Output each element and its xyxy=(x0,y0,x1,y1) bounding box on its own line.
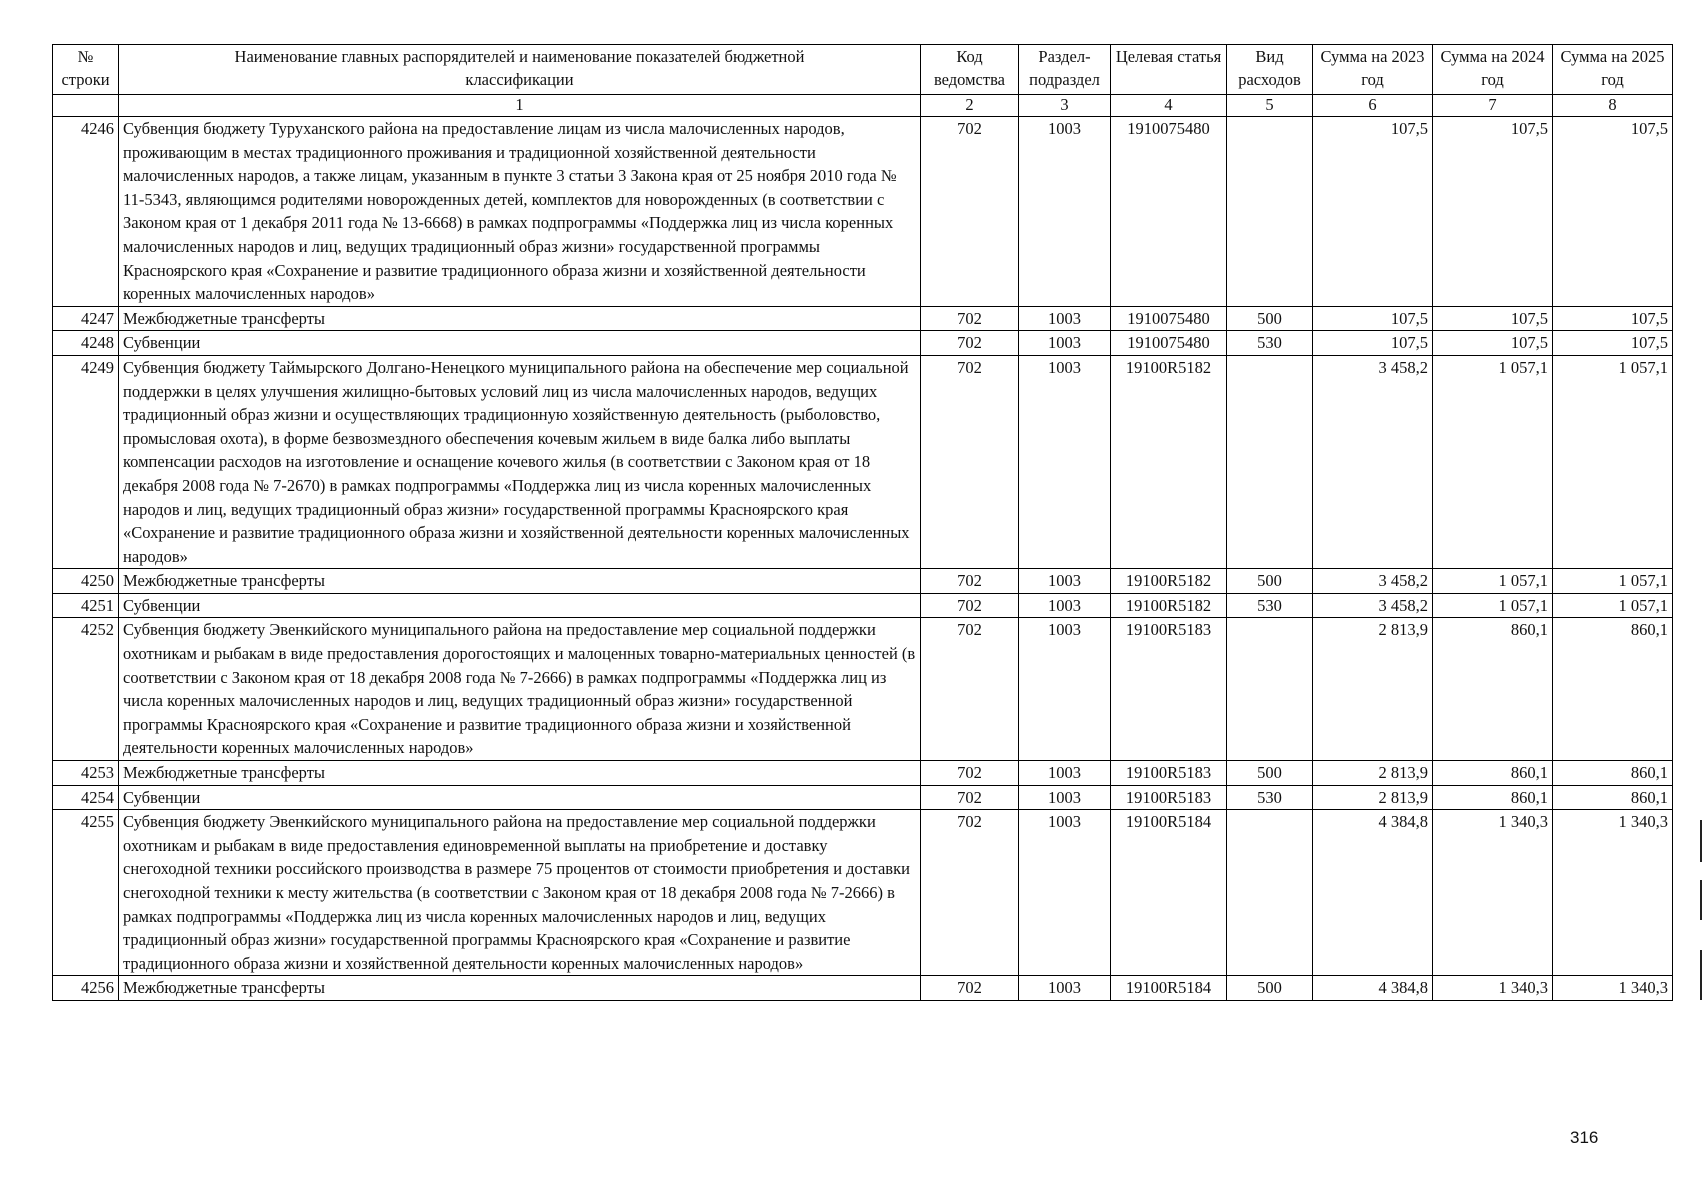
row-sum-2024: 860,1 xyxy=(1433,761,1553,786)
row-name: Субвенции xyxy=(119,785,921,810)
row-code: 702 xyxy=(921,976,1019,1001)
row-sum-2023: 107,5 xyxy=(1313,306,1433,331)
row-sum-2023: 107,5 xyxy=(1313,117,1433,307)
header-code: Код ведомства xyxy=(921,45,1019,95)
row-sum-2023: 4 384,8 xyxy=(1313,976,1433,1001)
scan-edge-mark xyxy=(1700,880,1702,920)
row-number: 4253 xyxy=(53,761,119,786)
row-name: Межбюджетные трансферты xyxy=(119,306,921,331)
column-number: 3 xyxy=(1019,95,1111,117)
row-target: 1910075480 xyxy=(1111,331,1227,356)
row-section: 1003 xyxy=(1019,331,1111,356)
row-name: Межбюджетные трансферты xyxy=(119,976,921,1001)
row-sum-2025: 1 057,1 xyxy=(1553,355,1673,568)
header-target: Целевая статья xyxy=(1111,45,1227,95)
row-sum-2025: 1 057,1 xyxy=(1553,593,1673,618)
row-section: 1003 xyxy=(1019,976,1111,1001)
row-kind: 530 xyxy=(1227,785,1313,810)
table-row xyxy=(53,117,1673,307)
row-target: 19100R5182 xyxy=(1111,569,1227,594)
row-name: Субвенция бюджету Эвенкийского муниципального района на предоставление мер социальной поддержки охотникам и рыбакам в виде предоставления дорогостоящих и малоценных товарно-материальных ценностей (в соответствии с Законом края от 18 декабря 2008 года № 7-2666) в рамках подпрограммы «Поддержка лиц из числа коренных малочисленных народов и лиц, ведущих традиционный образ жизни» государственной программы Красноярского края «Сохранение и развитие традиционного образа жизни и хозяйственной деятельности коренных малочисленных народов» xyxy=(119,618,921,761)
budget-table xyxy=(52,44,1673,1001)
table-row xyxy=(53,976,1673,1001)
row-kind: 530 xyxy=(1227,593,1313,618)
row-section: 1003 xyxy=(1019,785,1111,810)
row-name: Межбюджетные трансферты xyxy=(119,569,921,594)
row-sum-2025: 107,5 xyxy=(1553,331,1673,356)
row-sum-2023: 3 458,2 xyxy=(1313,569,1433,594)
row-sum-2023: 2 813,9 xyxy=(1313,761,1433,786)
row-sum-2023: 3 458,2 xyxy=(1313,355,1433,568)
row-section: 1003 xyxy=(1019,117,1111,307)
column-number: 8 xyxy=(1553,95,1673,117)
row-number: 4246 xyxy=(53,117,119,307)
row-sum-2024: 107,5 xyxy=(1433,306,1553,331)
row-section: 1003 xyxy=(1019,306,1111,331)
row-sum-2024: 860,1 xyxy=(1433,785,1553,810)
header-section: Раздел-подраздел xyxy=(1019,45,1111,95)
row-sum-2023: 107,5 xyxy=(1313,331,1433,356)
table-row xyxy=(53,810,1673,976)
row-number: 4247 xyxy=(53,306,119,331)
row-name: Субвенция бюджету Туруханского района на предоставление лицам из числа малочисленных народов, проживающим в местах традиционного проживания и традиционной хозяйственной деятельности малочисленных народов, а также лицам, указанным в пункте 3 статьи 3 Закона края от 25 ноября 2010 года № 11-5343, являющимся родителями новорожденных детей, комплектов для новорожденных (в соответствии с Законом края от 1 декабря 2011 года № 13-6668) в рамках подпрограммы «Поддержка лиц из числа коренных малочисленных народов и лиц, ведущих традиционный образ жизни» государственной программы Красноярского края «Сохранение и развитие традиционного образа жизни и хозяйственной деятельности коренных малочисленных народов» xyxy=(119,117,921,307)
row-kind: 500 xyxy=(1227,569,1313,594)
column-number: 7 xyxy=(1433,95,1553,117)
table-row xyxy=(53,569,1673,594)
row-sum-2025: 107,5 xyxy=(1553,117,1673,307)
row-section: 1003 xyxy=(1019,618,1111,761)
row-code: 702 xyxy=(921,593,1019,618)
row-section: 1003 xyxy=(1019,810,1111,976)
row-sum-2025: 1 057,1 xyxy=(1553,569,1673,594)
row-sum-2023: 3 458,2 xyxy=(1313,593,1433,618)
row-target: 19100R5184 xyxy=(1111,976,1227,1001)
row-sum-2024: 107,5 xyxy=(1433,331,1553,356)
row-kind: 500 xyxy=(1227,976,1313,1001)
row-sum-2025: 1 340,3 xyxy=(1553,976,1673,1001)
row-name: Субвенции xyxy=(119,331,921,356)
table-body xyxy=(53,117,1673,1001)
row-number: 4250 xyxy=(53,569,119,594)
row-sum-2023: 2 813,9 xyxy=(1313,618,1433,761)
header-name: Наименование главных распорядителей и наименование показателей бюджетной классификации xyxy=(119,45,921,95)
header-sum-2023: Сумма на 2023 год xyxy=(1313,45,1433,95)
row-target: 19100R5183 xyxy=(1111,618,1227,761)
row-code: 702 xyxy=(921,785,1019,810)
row-kind: 500 xyxy=(1227,306,1313,331)
row-number: 4248 xyxy=(53,331,119,356)
row-kind: 500 xyxy=(1227,761,1313,786)
row-code: 702 xyxy=(921,306,1019,331)
column-number xyxy=(53,95,119,117)
table-row xyxy=(53,355,1673,568)
table-header xyxy=(53,45,1673,117)
row-section: 1003 xyxy=(1019,355,1111,568)
row-kind: 530 xyxy=(1227,331,1313,356)
row-section: 1003 xyxy=(1019,569,1111,594)
row-sum-2025: 107,5 xyxy=(1553,306,1673,331)
row-sum-2024: 1 340,3 xyxy=(1433,976,1553,1001)
row-code: 702 xyxy=(921,117,1019,307)
row-code: 702 xyxy=(921,355,1019,568)
row-target: 19100R5184 xyxy=(1111,810,1227,976)
row-code: 702 xyxy=(921,810,1019,976)
row-sum-2024: 1 340,3 xyxy=(1433,810,1553,976)
header-sum-2025: Сумма на 2025 год xyxy=(1553,45,1673,95)
row-sum-2023: 4 384,8 xyxy=(1313,810,1433,976)
header-kind: Вид расходов xyxy=(1227,45,1313,95)
table-row xyxy=(53,618,1673,761)
table-row xyxy=(53,761,1673,786)
row-kind xyxy=(1227,355,1313,568)
header-sum-2024: Сумма на 2024 год xyxy=(1433,45,1553,95)
header-num: № строки xyxy=(53,45,119,95)
row-name: Субвенция бюджету Таймырского Долгано-Ненецкого муниципального района на обеспечение мер социальной поддержки в целях улучшения жилищно-бытовых условий лиц из числа малочисленных народов, ведущих традиционный образ жизни и осуществляющих традиционную хозяйственную деятельность (рыболовство, промысловая охота), в форме безвозмездного обеспечения кочевым жильем в виде балка либо выплаты компенсации расходов на изготовление и оснащение кочевого жилья (в соответствии с Законом края от 18 декабря 2008 года № 7-2670) в рамках подпрограммы «Поддержка лиц из числа коренных малочисленных народов и лиц, ведущих традиционный образ жизни» государственной программы Красноярского края «Сохранение и развитие традиционного образа жизни и хозяйственной деятельности коренных малочисленных народов» xyxy=(119,355,921,568)
table-row xyxy=(53,331,1673,356)
row-number: 4252 xyxy=(53,618,119,761)
row-name: Субвенция бюджету Эвенкийского муниципального района на предоставление мер социальной поддержки охотникам и рыбакам в виде предоставления единовременной выплаты на приобретение и доставку снегоходной техники российского производства в размере 75 процентов от стоимости приобретения и доставки снегоходной техники к месту жительства (в соответствии с Законом края от 18 декабря 2008 года № 7-2666) в рамках подпрограммы «Поддержка лиц из числа коренных малочисленных народов и лиц, ведущих традиционный образ жизни» государственной программы Красноярского края «Сохранение и развитие традиционного образа жизни и хозяйственной деятельности коренных малочисленных народов» xyxy=(119,810,921,976)
column-number: 1 xyxy=(119,95,921,117)
row-code: 702 xyxy=(921,618,1019,761)
row-number: 4254 xyxy=(53,785,119,810)
page-number: 316 xyxy=(1570,1128,1599,1147)
row-number: 4255 xyxy=(53,810,119,976)
row-code: 702 xyxy=(921,569,1019,594)
column-number: 5 xyxy=(1227,95,1313,117)
column-number: 2 xyxy=(921,95,1019,117)
row-sum-2025: 860,1 xyxy=(1553,618,1673,761)
scan-edge-mark xyxy=(1700,950,1702,1000)
column-number: 6 xyxy=(1313,95,1433,117)
row-target: 19100R5183 xyxy=(1111,761,1227,786)
row-sum-2024: 860,1 xyxy=(1433,618,1553,761)
row-sum-2024: 1 057,1 xyxy=(1433,569,1553,594)
scan-edge-mark xyxy=(1700,820,1702,862)
row-sum-2025: 1 340,3 xyxy=(1553,810,1673,976)
table-row xyxy=(53,593,1673,618)
row-name: Субвенции xyxy=(119,593,921,618)
row-name: Межбюджетные трансферты xyxy=(119,761,921,786)
row-number: 4249 xyxy=(53,355,119,568)
row-section: 1003 xyxy=(1019,761,1111,786)
row-sum-2025: 860,1 xyxy=(1553,761,1673,786)
row-section: 1003 xyxy=(1019,593,1111,618)
row-target: 19100R5182 xyxy=(1111,355,1227,568)
row-sum-2025: 860,1 xyxy=(1553,785,1673,810)
table-row xyxy=(53,785,1673,810)
row-kind xyxy=(1227,618,1313,761)
row-number: 4256 xyxy=(53,976,119,1001)
row-target: 1910075480 xyxy=(1111,117,1227,307)
row-sum-2024: 1 057,1 xyxy=(1433,355,1553,568)
row-number: 4251 xyxy=(53,593,119,618)
table-row xyxy=(53,306,1673,331)
row-sum-2023: 2 813,9 xyxy=(1313,785,1433,810)
row-kind xyxy=(1227,810,1313,976)
row-sum-2024: 1 057,1 xyxy=(1433,593,1553,618)
column-number: 4 xyxy=(1111,95,1227,117)
row-target: 19100R5183 xyxy=(1111,785,1227,810)
row-code: 702 xyxy=(921,331,1019,356)
row-target: 1910075480 xyxy=(1111,306,1227,331)
row-target: 19100R5182 xyxy=(1111,593,1227,618)
row-kind xyxy=(1227,117,1313,307)
row-sum-2024: 107,5 xyxy=(1433,117,1553,307)
row-code: 702 xyxy=(921,761,1019,786)
